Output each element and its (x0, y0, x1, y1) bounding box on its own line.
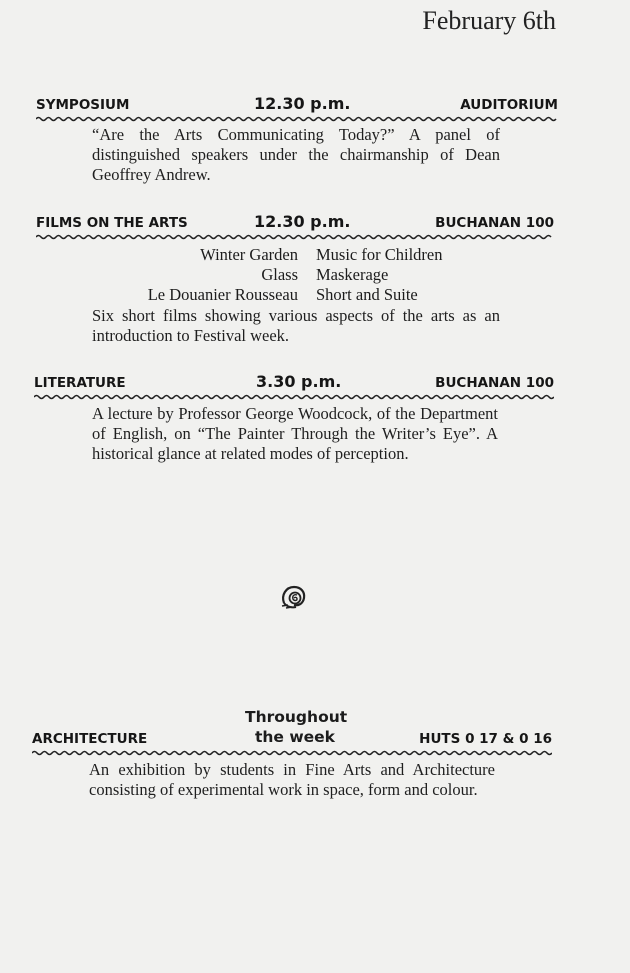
festival-emblem-icon (280, 583, 308, 611)
event-description: “Are the Arts Communicating Today?” A panel of distinguished speakers under the chairmanship of Dean Geoffrey Andrew. (92, 125, 500, 184)
film-row (120, 285, 500, 305)
film-title: Winter Garden (200, 245, 298, 264)
event-location: HUTS 0 17 & 0 16 (419, 731, 552, 747)
film-title: Music for Children (316, 245, 443, 264)
film-title: Maskerage (316, 265, 389, 284)
event-header-films (36, 212, 554, 241)
event-time: Throughout the week (245, 708, 348, 746)
event-time: 12.30 p.m. (254, 212, 351, 231)
event-category: LITERATURE (34, 375, 126, 391)
film-list (120, 245, 500, 305)
event-category: FILMS ON THE ARTS (36, 215, 188, 231)
event-description: Six short films showing various aspects of the arts as an introduction to Festival week. (92, 306, 500, 345)
event-location: BUCHANAN 100 (435, 375, 554, 391)
event-description: An exhibition by students in Fine Arts and Architecture consisting of experimental work in space, form and colour. (89, 760, 495, 799)
event-header-literature (34, 372, 554, 401)
film-title: Le Douanier Rousseau (147, 285, 298, 304)
film-row (120, 265, 500, 285)
event-header-architecture (32, 731, 552, 757)
film-row (120, 245, 500, 265)
event-category: ARCHITECTURE (32, 731, 148, 747)
wavy-rule (36, 116, 558, 122)
event-time: 12.30 p.m. (254, 94, 351, 113)
event-location: BUCHANAN 100 (435, 215, 554, 231)
event-header-symposium (36, 94, 558, 123)
film-title: Short and Suite (316, 285, 418, 304)
wavy-rule (34, 394, 554, 400)
page-date: February 6th (422, 6, 556, 35)
event-category: SYMPOSIUM (36, 97, 130, 113)
wavy-rule (36, 234, 554, 240)
wavy-rule (32, 750, 552, 756)
event-location: AUDITORIUM (460, 97, 558, 113)
film-title: Glass (261, 265, 298, 284)
event-description: A lecture by Professor George Woodcock, of the Department of English, on “The Painter Through the Writer’s Eye”. A historical glance at related modes of perception. (92, 404, 498, 463)
event-time: 3.30 p.m. (256, 372, 342, 391)
